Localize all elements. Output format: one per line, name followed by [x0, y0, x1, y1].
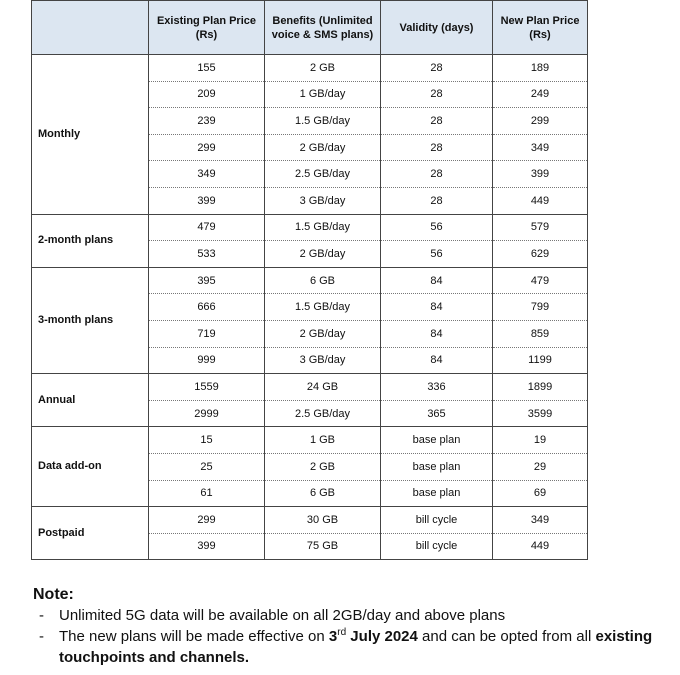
cell-existing-price: 299 — [149, 507, 265, 534]
cell-benefits: 2.5 GB/day — [265, 400, 381, 427]
cell-benefits: 6 GB — [265, 480, 381, 507]
dash-bullet: - — [39, 607, 44, 624]
cell-benefits: 3 GB/day — [265, 347, 381, 374]
cell-new-price: 629 — [493, 241, 588, 268]
cell-validity: 56 — [381, 214, 493, 241]
cell-existing-price: 2999 — [149, 400, 265, 427]
category-cell: Monthly — [32, 55, 149, 215]
category-cell: 3-month plans — [32, 267, 149, 373]
cell-validity: 336 — [381, 374, 493, 401]
cell-existing-price: 349 — [149, 161, 265, 188]
note-item — [33, 605, 673, 626]
cell-new-price: 859 — [493, 320, 588, 347]
cell-benefits: 2 GB — [265, 55, 381, 82]
table-row — [32, 507, 588, 534]
cell-benefits: 30 GB — [265, 507, 381, 534]
cell-existing-price: 209 — [149, 81, 265, 108]
cell-benefits: 6 GB — [265, 267, 381, 294]
cell-existing-price: 399 — [149, 187, 265, 214]
cell-new-price: 1899 — [493, 374, 588, 401]
cell-benefits: 1 GB/day — [265, 81, 381, 108]
cell-new-price: 349 — [493, 134, 588, 161]
cell-new-price: 29 — [493, 453, 588, 480]
cell-validity: 28 — [381, 81, 493, 108]
cell-validity: bill cycle — [381, 533, 493, 560]
cell-new-price: 1199 — [493, 347, 588, 374]
cell-benefits: 3 GB/day — [265, 187, 381, 214]
cell-benefits: 1.5 GB/day — [265, 294, 381, 321]
cell-validity: base plan — [381, 453, 493, 480]
cell-validity: 365 — [381, 400, 493, 427]
cell-validity: base plan — [381, 427, 493, 454]
note-effective-month-year: July 2024 — [346, 628, 418, 645]
cell-benefits: 2 GB/day — [265, 320, 381, 347]
cell-benefits: 2 GB — [265, 453, 381, 480]
note-title: Note: — [33, 586, 74, 603]
category-cell: 2-month plans — [32, 214, 149, 267]
cell-validity: 28 — [381, 187, 493, 214]
cell-new-price: 479 — [493, 267, 588, 294]
cell-new-price: 69 — [493, 480, 588, 507]
cell-benefits: 1 GB — [265, 427, 381, 454]
table-row — [32, 214, 588, 241]
cell-validity: 28 — [381, 108, 493, 135]
cell-existing-price: 666 — [149, 294, 265, 321]
cell-benefits: 1.5 GB/day — [265, 108, 381, 135]
header-benefits: Benefits (Unlimited voice & SMS plans) — [265, 1, 381, 55]
header-existing-price: Existing Plan Price (Rs) — [149, 1, 265, 55]
header-row — [32, 1, 588, 55]
table-row — [32, 55, 588, 82]
cell-validity: bill cycle — [381, 507, 493, 534]
note-effective-day: 3 — [328, 628, 338, 645]
cell-existing-price: 1559 — [149, 374, 265, 401]
cell-existing-price: 155 — [149, 55, 265, 82]
cell-validity: 56 — [381, 241, 493, 268]
cell-existing-price: 395 — [149, 267, 265, 294]
cell-validity: 84 — [381, 294, 493, 321]
category-cell: Data add-on — [32, 427, 149, 507]
cell-validity: 84 — [381, 267, 493, 294]
cell-existing-price: 479 — [149, 214, 265, 241]
note-text-effective-middle: and can be opted from all — [417, 628, 596, 645]
note-text-channels: existing touchpoints and channels. — [59, 628, 653, 666]
note-item — [33, 626, 673, 668]
cell-benefits: 2 GB/day — [265, 134, 381, 161]
cell-new-price: 249 — [493, 81, 588, 108]
cell-validity: base plan — [381, 480, 493, 507]
cell-existing-price: 999 — [149, 347, 265, 374]
cell-new-price: 19 — [493, 427, 588, 454]
notes-section — [33, 584, 673, 668]
cell-existing-price: 15 — [149, 427, 265, 454]
cell-benefits: 2 GB/day — [265, 241, 381, 268]
cell-new-price: 799 — [493, 294, 588, 321]
cell-new-price: 349 — [493, 507, 588, 534]
cell-existing-price: 533 — [149, 241, 265, 268]
cell-new-price: 449 — [493, 533, 588, 560]
note-text-5g: Unlimited 5G data will be available on all 2GB/day and above plans — [59, 607, 506, 624]
cell-benefits: 2.5 GB/day — [265, 161, 381, 188]
category-cell: Annual — [32, 374, 149, 427]
cell-new-price: 299 — [493, 108, 588, 135]
note-effective-day-suffix: rd — [337, 627, 347, 638]
table-row — [32, 427, 588, 454]
cell-benefits: 1.5 GB/day — [265, 214, 381, 241]
cell-new-price: 579 — [493, 214, 588, 241]
cell-validity: 28 — [381, 161, 493, 188]
cell-existing-price: 719 — [149, 320, 265, 347]
cell-new-price: 189 — [493, 55, 588, 82]
cell-benefits: 75 GB — [265, 533, 381, 560]
cell-benefits: 24 GB — [265, 374, 381, 401]
note-list — [33, 605, 673, 668]
table-row — [32, 374, 588, 401]
cell-new-price: 399 — [493, 161, 588, 188]
cell-new-price: 3599 — [493, 400, 588, 427]
cell-validity: 28 — [381, 55, 493, 82]
cell-existing-price: 299 — [149, 134, 265, 161]
header-validity: Validity (days) — [381, 1, 493, 55]
cell-existing-price: 399 — [149, 533, 265, 560]
cell-existing-price: 239 — [149, 108, 265, 135]
note-text-effective-prefix: The new plans will be made effective on — [59, 628, 329, 645]
table-row — [32, 267, 588, 294]
cell-existing-price: 61 — [149, 480, 265, 507]
header-new-price: New Plan Price (Rs) — [493, 1, 588, 55]
cell-validity: 84 — [381, 320, 493, 347]
table-body — [32, 55, 588, 560]
header-category — [32, 1, 149, 55]
category-cell: Postpaid — [32, 507, 149, 560]
cell-validity: 84 — [381, 347, 493, 374]
cell-new-price: 449 — [493, 187, 588, 214]
tariff-table — [31, 0, 588, 560]
cell-validity: 28 — [381, 134, 493, 161]
dash-bullet: - — [39, 628, 44, 645]
cell-existing-price: 25 — [149, 453, 265, 480]
